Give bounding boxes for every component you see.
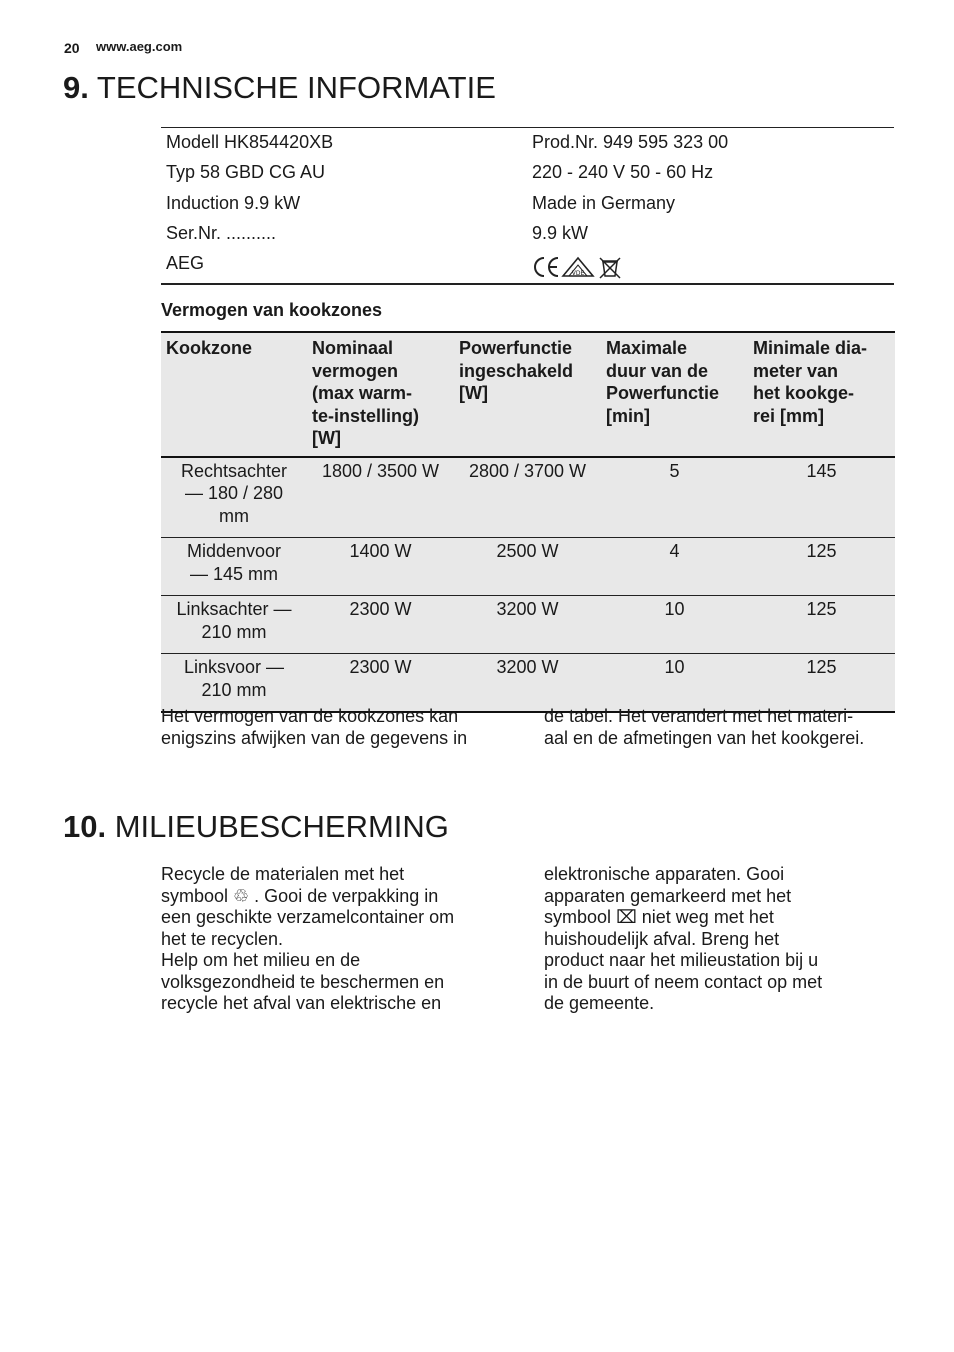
- paragraph-line: Recycle de materialen met het: [161, 864, 405, 884]
- header-line: [W]: [312, 428, 341, 448]
- paragraph-line: elektronische apparaten. Gooi: [544, 864, 785, 884]
- paragraph-line: volksgezondheid te beschermen en: [161, 971, 445, 992]
- paragraph-line: huishoudelijk afval. Breng het: [544, 928, 780, 949]
- zone-cell: [161, 596, 307, 654]
- note-column-1: [161, 706, 511, 749]
- paragraph-line: in de buurt of neem contact op met: [544, 971, 823, 992]
- zone-line: mm: [219, 505, 249, 526]
- header-line: ingeschakeld: [459, 360, 574, 381]
- table-row: [161, 457, 895, 538]
- website-url: www.aeg.com: [96, 39, 183, 54]
- header-line: Powerfunctie: [459, 338, 573, 358]
- powerfunction-cell: 3200 W: [496, 599, 559, 619]
- header-line: meter van: [753, 360, 839, 381]
- zone-cell: [161, 654, 307, 713]
- paragraph-line: symbool ♲ . Gooi de verpakking in: [161, 885, 439, 906]
- diameter-cell: 125: [806, 541, 837, 561]
- header-line: Nominaal: [312, 338, 394, 358]
- header-cell: [307, 332, 454, 457]
- zone-line: 210 mm: [201, 679, 267, 700]
- spec-left-5: AEG: [166, 253, 205, 273]
- zone-line: — 180 / 280: [184, 483, 284, 503]
- zone-line: 210 mm: [201, 621, 267, 642]
- table-header-row: [161, 332, 895, 457]
- section-10-title: MILIEUBESCHERMING: [114, 809, 449, 844]
- duration-cell: 10: [664, 657, 685, 677]
- note-line: aal en de afmetingen van het kookgerei.: [544, 727, 865, 748]
- section-10-number: 10.: [63, 809, 107, 844]
- zone-line: Rechtsachter: [180, 460, 288, 481]
- zone-line: Linksachter —: [176, 599, 292, 619]
- spec-left-2: Typ 58 GBD CG AU: [166, 162, 326, 182]
- table-row: [161, 596, 895, 654]
- section-9-number: 9.: [63, 70, 89, 105]
- zone-cell: [161, 457, 307, 538]
- header-cell: [161, 332, 307, 457]
- zone-cell: [161, 538, 307, 596]
- environment-column-1: [161, 864, 511, 1015]
- duration-cell: 10: [664, 599, 685, 619]
- paragraph-line: apparaten gemarkeerd met het: [544, 885, 792, 906]
- note-line: de tabel. Het verandert met het materi-: [544, 706, 854, 726]
- header-line: Maximale: [606, 338, 688, 358]
- power-table: [161, 331, 895, 713]
- spec-right-3: Made in Germany: [532, 193, 676, 213]
- header-line: te-instelling): [312, 405, 419, 426]
- header-line: Powerfunctie: [606, 383, 720, 403]
- duration-cell: 4: [669, 541, 680, 561]
- paragraph-line: het te recyclen.: [161, 928, 284, 949]
- paragraph-line: de gemeente.: [544, 993, 655, 1013]
- diameter-cell: 125: [806, 657, 837, 677]
- header-line: rei [mm]: [753, 405, 825, 426]
- diameter-cell: 145: [806, 460, 837, 481]
- vde-mark-icon: [563, 258, 593, 277]
- section-10-heading: [63, 809, 449, 845]
- paragraph-line: symbool ⌧ niet weg met het: [544, 907, 774, 927]
- header-line: (max warm-: [312, 383, 413, 403]
- section-9-title: TECHNISCHE INFORMATIE: [96, 70, 496, 105]
- spec-left-3: Induction 9.9 kW: [166, 193, 301, 213]
- paragraph-line: een geschikte verzamelcontainer om: [161, 907, 455, 927]
- paragraph-line: Help om het milieu en de: [161, 950, 361, 970]
- header-line: vermogen: [312, 360, 399, 381]
- paragraph-line: recycle het afval van elektrische en: [161, 993, 442, 1013]
- header-line: [min]: [606, 405, 650, 426]
- table-row: [161, 538, 895, 596]
- powerfunction-cell: 3200 W: [496, 657, 559, 677]
- page-number: 20: [64, 40, 80, 56]
- nominal-power-cell: 1800 / 3500 W: [321, 460, 440, 481]
- certification-symbols: [532, 254, 624, 285]
- duration-cell: 5: [669, 460, 680, 481]
- powerfunction-cell: 2800 / 3700 W: [468, 460, 587, 481]
- table-subheading: Vermogen van kookzones: [161, 300, 383, 320]
- header-line: het kookge-: [753, 383, 855, 403]
- header-cell: [748, 332, 895, 457]
- note-line: enigszins afwijken van de gegevens in: [161, 727, 468, 748]
- spec-bottom-rule: [161, 283, 894, 285]
- nominal-power-cell: 2300 W: [349, 657, 412, 677]
- note-line: Het vermogen van de kookzones kan: [161, 706, 459, 726]
- spec-right-4: 9.9 kW: [532, 223, 589, 243]
- header-cell: [601, 332, 748, 457]
- spec-right-1: Prod.Nr. 949 595 323 00: [532, 132, 729, 152]
- spec-right-2: 220 - 240 V 50 - 60 Hz: [532, 162, 714, 182]
- zone-line: Linksvoor —: [183, 657, 285, 677]
- ce-mark-icon: [532, 254, 624, 280]
- svg-text:VDE: VDE: [571, 270, 585, 277]
- section-9-heading: [63, 70, 496, 106]
- paragraph-line: product naar het milieustation bij u: [544, 950, 819, 970]
- note-column-2: [544, 706, 894, 749]
- header-line: Kookzone: [166, 338, 253, 358]
- table-row: [161, 654, 895, 713]
- crossed-bin-icon: [600, 258, 620, 278]
- spec-top-rule: [161, 127, 894, 128]
- diameter-cell: 125: [806, 599, 837, 619]
- header-line: duur van de: [606, 360, 709, 381]
- spec-left-1: Modell HK854420XB: [166, 132, 334, 152]
- spec-left-4: Ser.Nr. ..........: [166, 223, 277, 243]
- header-cell: [454, 332, 601, 457]
- nominal-power-cell: 2300 W: [349, 599, 412, 619]
- nominal-power-cell: 1400 W: [349, 541, 412, 561]
- header-line: [W]: [459, 383, 488, 403]
- header-line: Minimale dia-: [753, 338, 868, 358]
- environment-column-2: [544, 864, 894, 1015]
- zone-line: — 145 mm: [189, 563, 279, 584]
- powerfunction-cell: 2500 W: [496, 541, 559, 561]
- zone-line: Middenvoor: [186, 541, 282, 561]
